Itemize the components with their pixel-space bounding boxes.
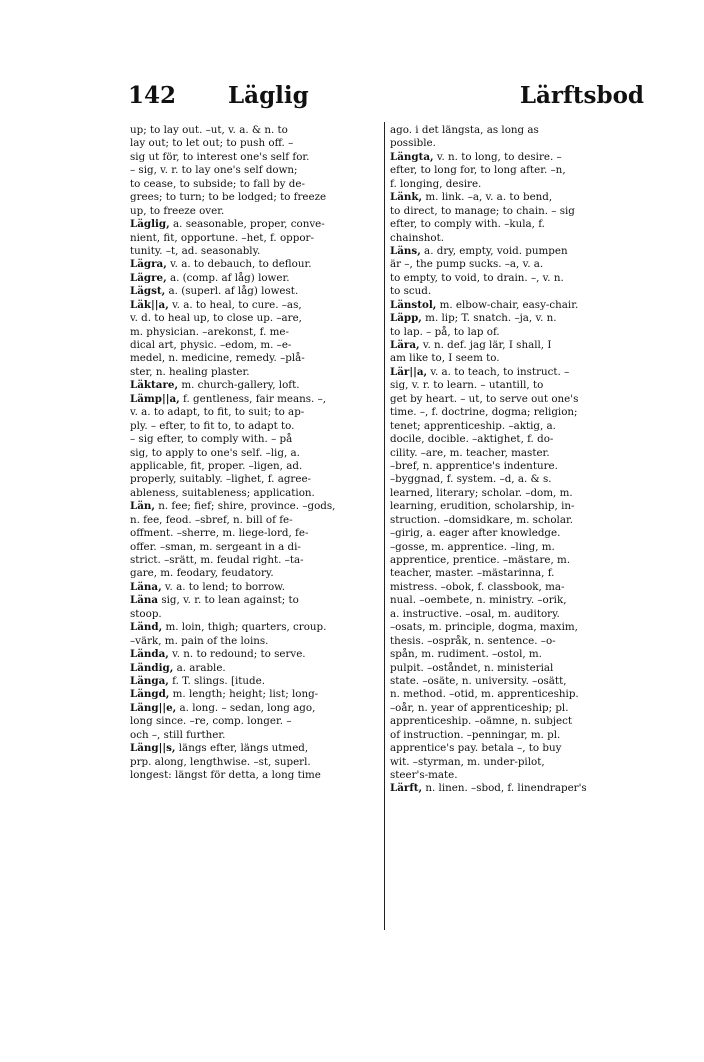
dictionary-line: –oår, n. year of apprenticeship; pl. [390,701,569,714]
dictionary-line: up, to freeze over. [130,204,225,217]
dictionary-line: Länga, f. T. slings. [itude. [130,674,265,687]
dictionary-line: efter, to comply with. –kula, f. [390,218,545,231]
dictionary-line: spån, m. rudiment. –ostol, m. [390,648,542,661]
dictionary-line: Läng||s, längs efter, längs utmed, [130,742,309,755]
dictionary-line: Läna sig, v. r. to lean against; to [130,594,299,607]
dictionary-line: Lärft, n. linen. –sbod, f. linendraper's [390,782,587,795]
dictionary-line: nual. –oembete, n. ministry. –orik, [390,594,567,607]
dictionary-line: v. d. to heal up, to close up. –are, [130,312,302,325]
dictionary-line: stoop. [130,607,162,620]
dictionary-line: am like to, I seem to. [390,352,500,365]
dictionary-line: to empty, to void, to drain. –, v. n. [390,271,564,284]
dictionary-line: Läk||a, v. a. to heal, to cure. –as, [130,298,302,311]
dictionary-line: apprentice, prentice. –mästare, m. [390,554,571,566]
dictionary-line: Länk, m. link. –a, v. a. to bend, [390,191,553,204]
running-head-right: Lärftsbod [519,82,644,109]
dictionary-line: sig ut för, to interest one's self for. [130,150,310,163]
dictionary-line: – sig efter, to comply with. – på [130,433,293,446]
dictionary-line: –byggnad, f. system. –d, a. & s. [390,473,552,486]
dictionary-line: Lämp||a, f. gentleness, fair means. –, [130,392,327,405]
page-header [0,82,704,118]
dictionary-line: tenet; apprenticeship. –aktig, a. [390,419,556,432]
dictionary-line: v. a. to adapt, to fit, to suit; to ap- [130,406,305,419]
column-divider [384,122,385,930]
right-column [390,124,658,796]
dictionary-line: Läna, v. a. to lend; to borrow. [130,580,286,593]
dictionary-line: ster, n. healing plaster. [130,365,250,378]
dictionary-line: ply. – efter, to fit to, to adapt to. [130,419,295,432]
dictionary-line: thesis. –ospråk, n. sentence. –o- [390,634,556,647]
dictionary-line: mistress. –obok, f. classbook, ma- [390,580,565,593]
dictionary-line: long since. –re, comp. longer. – [130,715,292,728]
dictionary-line: wit. –styrman, m. under-pilot, [390,755,545,768]
dictionary-line: f. longing, desire. [390,177,482,190]
dictionary-line: pulpit. –oståndet, n. ministerial [390,661,554,674]
dictionary-line: Läns, a. dry, empty, void. pumpen [390,244,568,257]
dictionary-line: och –, still further. [130,728,226,741]
dictionary-line: dical art, physic. –edom, m. –e- [130,339,292,351]
dictionary-line: – sig, v. r. to lay one's self down; [130,164,298,177]
dictionary-line: time. –, f. doctrine, dogma; religion; [390,406,578,419]
dictionary-line: Längta, v. n. to long, to desire. – [390,150,562,163]
dictionary-line: a. instructive. –osal, m. auditory. [390,607,560,620]
dictionary-line: prp. along, lengthwise. –st, superl. [130,755,311,768]
dictionary-line: properly, suitably. –lighet, f. agree- [130,473,312,486]
dictionary-line: to scud. [390,285,432,298]
dictionary-line: of instruction. –penningar, m. pl. [390,728,561,741]
dictionary-line: strict. –srätt, m. feudal right. –ta- [130,554,304,566]
dictionary-line: n. fee, feod. –sbref, n. bill of fe- [130,513,293,526]
dictionary-line: efter, to long for, to long after. –n, [390,164,566,177]
dictionary-line: –värk, m. pain of the loins. [130,634,269,647]
dictionary-line: Läktare, m. church-gallery, loft. [130,379,300,392]
dictionary-line: Läng||e, a. long. – sedan, long ago, [130,701,316,714]
dictionary-line: chainshot. [390,231,444,244]
dictionary-line: Läpp, m. lip; T. snatch. –ja, v. n. [390,312,557,325]
dictionary-line: Lägst, a. (superl. af låg) lowest. [130,285,299,298]
dictionary-line: Läglig, a. seasonable, proper, conve- [130,218,325,231]
dictionary-line: sig, to apply to one's self. –lig, a. [130,446,300,459]
dictionary-line: Ländig, a. arable. [130,661,226,674]
left-column [130,124,380,782]
dictionary-line: struction. –domsidkare, m. scholar. [390,513,574,526]
dictionary-line: possible. [390,137,436,150]
dictionary-line: teacher, master. –mästarinna, f. [390,567,555,580]
dictionary-line: lay out; to let out; to push off. – [130,137,294,150]
dictionary-line: get by heart. – ut, to serve out one's [390,392,579,405]
dictionary-line: Lända, v. n. to redound; to serve. [130,648,306,661]
dictionary-line: longest: längst för detta, a long time [130,769,321,781]
dictionary-line: –gosse, m. apprentice. –ling, m. [390,540,555,553]
dictionary-line: är –, the pump sucks. –a, v. a. [390,258,544,271]
dictionary-line: docile, docible. –aktighet, f. do- [390,433,554,446]
dictionary-line: learned, literary; scholar. –dom, m. [390,486,573,499]
dictionary-line: Lär||a, v. a. to teach, to instruct. – [390,365,570,378]
dictionary-line: –girig, a. eager after knowledge. [390,527,561,540]
dictionary-line: medel, n. medicine, remedy. –plå- [130,352,305,365]
dictionary-line: ableness, suitableness; application. [130,486,315,499]
dictionary-line: Län, n. fee; fief; shire, province. –gods, [130,500,336,513]
dictionary-line: state. –osäte, n. university. –osätt, [390,674,567,687]
dictionary-line: offment. –sherre, m. liege-lord, fe- [130,527,309,540]
dictionary-line: apprenticeship. –oämne, n. subject [390,715,573,728]
dictionary-line: learning, erudition, scholarship, in- [390,500,575,513]
dictionary-line: cility. –are, m. teacher, master. [390,446,550,459]
dictionary-line: Lära, v. n. def. jag lär, I shall, I [390,339,552,351]
dictionary-line: gare, m. feodary, feudatory. [130,567,274,580]
dictionary-line: sig, v. r. to learn. – utantill, to [390,379,544,392]
dictionary-line: steer's-mate. [390,769,458,781]
dictionary-line: m. physician. –arekonst, f. me- [130,325,289,338]
dictionary-line: to lap. – på, to lap of. [390,325,500,338]
dictionary-line: nient, fit, opportune. –het, f. oppor- [130,231,314,244]
dictionary-line: Länstol, m. elbow-chair, easy-chair. [390,298,579,311]
page-number: 142 [128,82,177,109]
dictionary-line: to direct, to manage; to chain. – sig [390,204,575,217]
dictionary-line: offer. –sman, m. sergeant in a di- [130,540,301,553]
dictionary-line: –osats, m. principle, dogma, maxim, [390,621,578,634]
dictionary-line: n. method. –otid, m. apprenticeship. [390,688,579,701]
dictionary-line: to cease, to subside; to fall by de- [130,177,305,190]
dictionary-line: up; to lay out. –ut, v. a. & n. to [130,124,288,136]
dictionary-line: Längd, m. length; height; list; long- [130,688,319,701]
dictionary-line: applicable, fit, proper. –ligen, ad. [130,459,303,472]
dictionary-line: grees; to turn; to be lodged; to freeze [130,191,327,204]
dictionary-line: Lägre, a. (comp. af låg) lower. [130,271,290,284]
dictionary-line: Lägra, v. a. to debauch, to deflour. [130,258,312,271]
dictionary-line: Länd, m. loin, thigh; quarters, croup. [130,621,327,634]
dictionary-line: apprentice's pay. betala –, to buy [390,742,562,755]
dictionary-line: ago. i det längsta, as long as [390,124,539,136]
running-head-left: Läglig [228,82,309,109]
dictionary-line: –bref, n. apprentice's indenture. [390,459,558,472]
dictionary-line: tunity. –t, ad. seasonably. [130,244,261,257]
